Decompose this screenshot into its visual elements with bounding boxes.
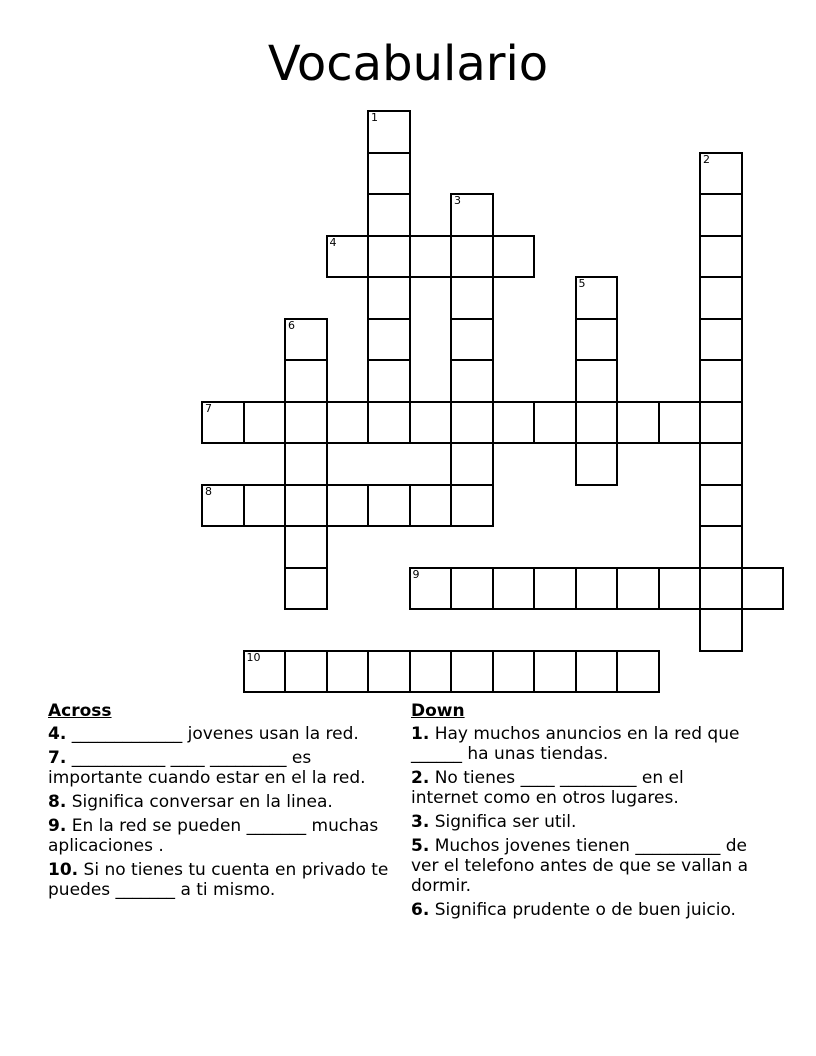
crossword-cell[interactable]	[450, 193, 494, 237]
crossword-cell[interactable]	[284, 401, 328, 445]
crossword-cell[interactable]	[450, 359, 494, 403]
clue-number: 2.	[411, 768, 430, 788]
crossword-cell[interactable]	[699, 152, 743, 196]
crossword-cell[interactable]	[492, 235, 536, 279]
clue-number: 9	[412, 567, 420, 581]
across-clues	[48, 700, 393, 904]
clue-text: Si no tienes tu cuenta en privado te puedes _______ a ti mismo.	[48, 860, 389, 900]
crossword-cell[interactable]	[533, 401, 577, 445]
crossword-cell[interactable]	[284, 650, 328, 694]
clue-text: Significa conversar en la linea.	[71, 792, 333, 812]
crossword-cell[interactable]	[409, 567, 453, 611]
clue-text: Muchos jovenes tienen __________ de ver el telefono antes de que se vallan a dormir.	[411, 836, 749, 896]
crossword-cell[interactable]	[699, 484, 743, 528]
clue-number: 9.	[48, 816, 67, 836]
crossword-cell[interactable]	[658, 567, 702, 611]
crossword-cell[interactable]	[326, 235, 370, 279]
clue-number: 6.	[411, 900, 430, 920]
down-clue	[411, 836, 756, 896]
clue-text: En la red se pueden _______ muchas aplicaciones .	[48, 816, 379, 856]
crossword-cell[interactable]	[284, 484, 328, 528]
clue-number: 3	[454, 194, 461, 207]
crossword-cell[interactable]	[284, 525, 328, 569]
crossword-cell[interactable]	[450, 235, 494, 279]
clue-number: 7	[205, 401, 212, 415]
crossword-cell[interactable]	[326, 401, 370, 445]
clue-number: 10	[246, 650, 261, 664]
crossword-cell[interactable]	[367, 484, 411, 528]
clue-number: 5	[578, 277, 586, 290]
crossword-cell[interactable]	[699, 318, 743, 362]
clue-number: 3.	[411, 812, 430, 832]
crossword-cell[interactable]	[284, 359, 328, 403]
crossword-cell[interactable]	[699, 442, 743, 486]
crossword-cell[interactable]	[492, 401, 536, 445]
crossword-cell[interactable]	[450, 567, 494, 611]
crossword-cell[interactable]	[699, 401, 743, 445]
crossword-cell[interactable]	[326, 650, 370, 694]
crossword-cell[interactable]	[450, 442, 494, 486]
crossword-cell[interactable]	[409, 235, 453, 279]
clue-number: 1.	[411, 724, 430, 744]
down-clue-list	[411, 724, 756, 920]
crossword-cell[interactable]	[575, 401, 619, 445]
across-clue	[48, 816, 393, 856]
crossword-cell[interactable]	[450, 484, 494, 528]
across-clue	[48, 792, 393, 812]
crossword-cell[interactable]	[658, 401, 702, 445]
down-clue	[411, 812, 756, 832]
crossword-cell[interactable]	[409, 484, 453, 528]
crossword-cell[interactable]	[575, 567, 619, 611]
crossword-cell[interactable]	[699, 567, 743, 611]
clue-text: _____________ jovenes usan la red.	[71, 724, 359, 744]
crossword-cell[interactable]	[699, 276, 743, 320]
clue-text: Hay muchos anuncios en la red que ______ ha unas tiendas.	[411, 724, 740, 764]
clue-number: 7.	[48, 748, 67, 768]
page-title: Vocabulario	[267, 36, 549, 92]
down-heading: Down	[411, 701, 465, 721]
clue-text: No tienes ____ _________ en el internet como en otros lugares.	[411, 768, 684, 808]
down-clue	[411, 724, 756, 764]
clue-number: 4.	[48, 724, 67, 744]
clue-text: ___________ ____ _________ es importante cuando estar en el la red.	[48, 748, 366, 788]
clue-number: 10.	[48, 860, 79, 880]
across-clue-list	[48, 724, 393, 900]
across-clue	[48, 748, 393, 788]
clue-number: 5.	[411, 836, 430, 856]
crossword-cell[interactable]	[367, 276, 411, 320]
clue-number: 6	[288, 318, 295, 332]
down-clue	[411, 900, 756, 920]
across-clue	[48, 860, 393, 900]
crossword-cell[interactable]	[367, 359, 411, 403]
crossword-cell[interactable]	[367, 110, 411, 154]
crossword-cell[interactable]	[243, 484, 287, 528]
crossword-cell[interactable]	[575, 318, 619, 362]
crossword-cell[interactable]	[616, 401, 660, 445]
crossword-cell[interactable]	[699, 235, 743, 279]
clue-number: 2	[703, 152, 710, 166]
crossword-cell[interactable]	[367, 193, 411, 237]
crossword-cell[interactable]	[409, 401, 453, 445]
clue-number: 4	[329, 235, 337, 249]
crossword-cell[interactable]	[450, 650, 494, 694]
crossword-cell[interactable]	[575, 359, 619, 403]
crossword-cell[interactable]	[492, 567, 536, 611]
crossword-cell[interactable]	[367, 152, 411, 196]
clue-number: 1	[371, 111, 378, 124]
crossword-cell[interactable]	[575, 650, 619, 694]
clue-number: 8	[205, 484, 212, 498]
across-heading: Across	[48, 701, 112, 721]
crossword-cell[interactable]	[284, 567, 328, 611]
crossword-cell[interactable]	[201, 401, 245, 445]
clue-text: Significa ser util.	[434, 812, 577, 832]
crossword-cell[interactable]	[533, 567, 577, 611]
crossword-cell[interactable]	[450, 318, 494, 362]
crossword-cell[interactable]	[367, 650, 411, 694]
crossword-cell[interactable]	[492, 650, 536, 694]
down-clues	[411, 700, 756, 924]
crossword-cell[interactable]	[450, 401, 494, 445]
crossword-cell[interactable]	[326, 484, 370, 528]
crossword-cell[interactable]	[575, 276, 619, 320]
down-clue	[411, 768, 756, 808]
crossword-cell[interactable]	[243, 401, 287, 445]
crossword-cell[interactable]	[741, 567, 785, 611]
crossword-cell[interactable]	[699, 359, 743, 403]
crossword-cell[interactable]	[367, 318, 411, 362]
crossword-cell[interactable]	[616, 650, 660, 694]
clue-text: Significa prudente o de buen juicio.	[434, 900, 736, 920]
crossword-cell[interactable]	[201, 484, 245, 528]
crossword-cell[interactable]	[533, 650, 577, 694]
crossword-cell[interactable]	[699, 525, 743, 569]
crossword-cell[interactable]	[575, 442, 619, 486]
clue-number: 8.	[48, 792, 67, 812]
crossword-cell[interactable]	[243, 650, 287, 694]
crossword-cell[interactable]	[284, 442, 328, 486]
crossword-cell[interactable]	[284, 318, 328, 362]
crossword-cell[interactable]	[367, 401, 411, 445]
across-clue	[48, 724, 393, 744]
crossword-cell[interactable]	[699, 608, 743, 652]
crossword-cell[interactable]	[699, 193, 743, 237]
crossword-cell[interactable]	[450, 276, 494, 320]
crossword-cell[interactable]	[409, 650, 453, 694]
crossword-cell[interactable]	[616, 567, 660, 611]
crossword-cell[interactable]	[367, 235, 411, 279]
